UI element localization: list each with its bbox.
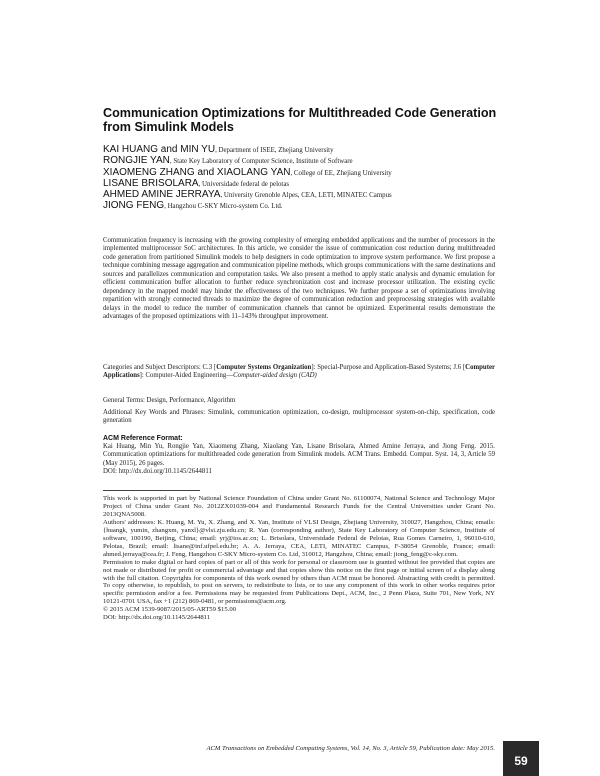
keywords: Additional Key Words and Phrases: Simulink, communication optimization, co-design, multiprocessor system-on-chip, specification, code generation xyxy=(103,409,495,425)
ccs-j6-term: Computer Applications xyxy=(103,364,495,380)
author-line xyxy=(103,198,503,212)
author-line xyxy=(103,153,503,167)
copyright-line: © 2015 ACM 1539-9087/2015/05-ART59 $15.00 xyxy=(103,606,237,614)
author-affiliation: , Department of ISEE, Zhejiang University xyxy=(215,147,334,154)
ccs-c3-term: Computer Systems Organization xyxy=(216,364,312,371)
author-affiliation: , University Grenoble Alpes, CEA, LETI, MINATEC Campus xyxy=(220,192,392,200)
ccs-concepts xyxy=(103,364,495,381)
acm-reference-heading: ACM Reference Format: xyxy=(103,435,183,442)
funding-note: This work is supported in part by National Science Foundation of China under Grant No. 61100074, National Science and Technology Major Project of China under Grant No. 2012ZX01039-004 and Fundamental Research Funds for the Central Universities under Grant No. 2013QNA5008. xyxy=(103,495,495,518)
abstract: Communication frequency is increasing with the growing complexity of emerging embedded applications and the number of processors in the implemented multiprocessor SoC architectures. In this article, we consider the issue of communication cost reduction during multithreaded code generation from partitioned Simulink models to help designers in code optimization to improve system performance. We first propose a technique combining message aggregation and communication pipeline methods, which groups communications with the same destinations and sources and parallelizes communication and computation tasks. We also present a method to apply static analysis and dynamic emulation for efficient communication buffer allocation to further reduce synchronization cost and increase processor utilization. The existing cyclic dependency in the mapped model may hinder the effectiveness of the two techniques. We further propose a set of optimizations involving repartition with strongly connected threads to maximize the degree of communication reduction and preprocessing strategies with available delays in the model to reduce the number of communication channels that cannot be optimized. Experimental results demonstrate the advantages of the proposed optimizations with 11–143% throughput improvement. xyxy=(103,237,495,321)
author-line xyxy=(103,142,503,153)
author-line xyxy=(103,187,503,201)
author-list xyxy=(103,142,503,210)
author-affiliation: , State Key Laboratory of Computer Science, Institute of Software xyxy=(169,158,353,166)
footnote-doi: DOI: http://dx.doi.org/10.1145/2644811 xyxy=(103,614,211,622)
ccs-middle: ]: Special-Purpose and Application-Based Systems; J.6 [ xyxy=(311,364,466,371)
author-name: LISANE BRISOLARA xyxy=(103,177,199,189)
author-line xyxy=(103,176,503,187)
page-number-tab: 59 xyxy=(503,741,539,776)
author-affiliation: , Hangzhou C-SKY Micro-system Co. Ltd. xyxy=(164,203,283,211)
journal-footer: ACM Transactions on Embedded Computing Systems, Vol. 14, No. 3, Article 59, Publication date: May 2015. xyxy=(206,745,495,752)
ccs-middle: ]: Computer-Aided Engineering— xyxy=(139,372,234,380)
author-name: KAI HUANG and MIN YU xyxy=(103,144,216,155)
author-name: AHMED AMINE JERRAYA xyxy=(103,189,221,201)
author-addresses: Authors' addresses: K. Huang, M. Yu, X. Zhang, and X. Yan, Institute of VLSI Design, Zhejiang University, 310027, Hangzhou, China; emails: {huangk, yumin, zhangxm, yanxl}@vlsi.zju.edu.cn; R. Yan (corresponding author), State Key Laboratory of Computer Science, Institute of software, 100190, Beijing, China; email: yrj@ios.ac.cn; L. Brisolara, Universidade Federal de Pelotas, Rua Gomes Carneiro, 1, 96010-610, Pelotas, Brazil; email: lisane@inf.ufpel.edu.br; A. A. Jerraya, CEA, LETI, MINATEC Campus, F-38054 Grenoble, France; email: ahmed.jerraya@cea.fr; J. Feng, Hangzhou C-SKY Micro-system Co. Ltd, 310012, Hangzhou, China; email: jiong_feng@c-sky.com. xyxy=(103,518,495,558)
footnote-divider xyxy=(103,490,200,491)
permission-notice: Permission to make digital or hard copies of part or all of this work for personal or classroom use is granted without fee provided that copies are not made or distributed for profit or commercial advantage and that copies show this notice on the first page or initial screen of a display along with the full citation. Copyrights for components of this work owned by others than ACM must be honored. Abstracting with credit is permitted. To copy otherwise, to republish, to post on servers, to redistribute to lists, or to use any component of this work in other works requires prior specific permission and/or a fee. Permissions may be requested from Publications Dept., ACM, Inc., 2 Penn Plaza, Suite 701, New York, NY 10121-0701 USA, fax +1 (212) 869-0481, or permissions@acm.org. xyxy=(103,558,495,606)
author-affiliation: , Universidade federal de pelotas xyxy=(198,180,290,188)
acm-reference-doi: DOI: http://dx.doi.org/10.1145/2644811 xyxy=(103,468,212,476)
author-affiliation: , College of EE, Zhejiang University xyxy=(290,169,392,177)
paper-title: Communication Optimizations for Multithreaded Code Generation from Simulink Models xyxy=(103,106,497,134)
ccs-italic-term: Computer-aided design (CAD) xyxy=(233,372,317,380)
author-name: XIAOMENG ZHANG and XIAOLANG YAN xyxy=(103,166,291,178)
footnotes xyxy=(103,495,495,622)
acm-reference-text: Kai Huang, Min Yu, Rongjie Yan, Xiaomeng Zhang, Xiaolang Yan, Lisane Brisolara, Ahmed Amine Jerraya, and Jiong Feng. 2015. Communication optimizations for multithreaded code generation from Simulink models. ACM Trans. Embedd. Comput. Syst. 14, 3, Article 59 (May 2015), 26 pages. xyxy=(103,443,495,467)
acm-reference xyxy=(103,434,495,477)
author-line xyxy=(103,165,503,176)
ccs-prefix: Categories and Subject Descriptors: C.3 [ xyxy=(103,364,217,371)
general-terms: General Terms: Design, Performance, Algorithm xyxy=(103,397,236,404)
author-name: JIONG FENG xyxy=(103,200,165,212)
author-name: RONGJIE YAN xyxy=(103,155,170,167)
